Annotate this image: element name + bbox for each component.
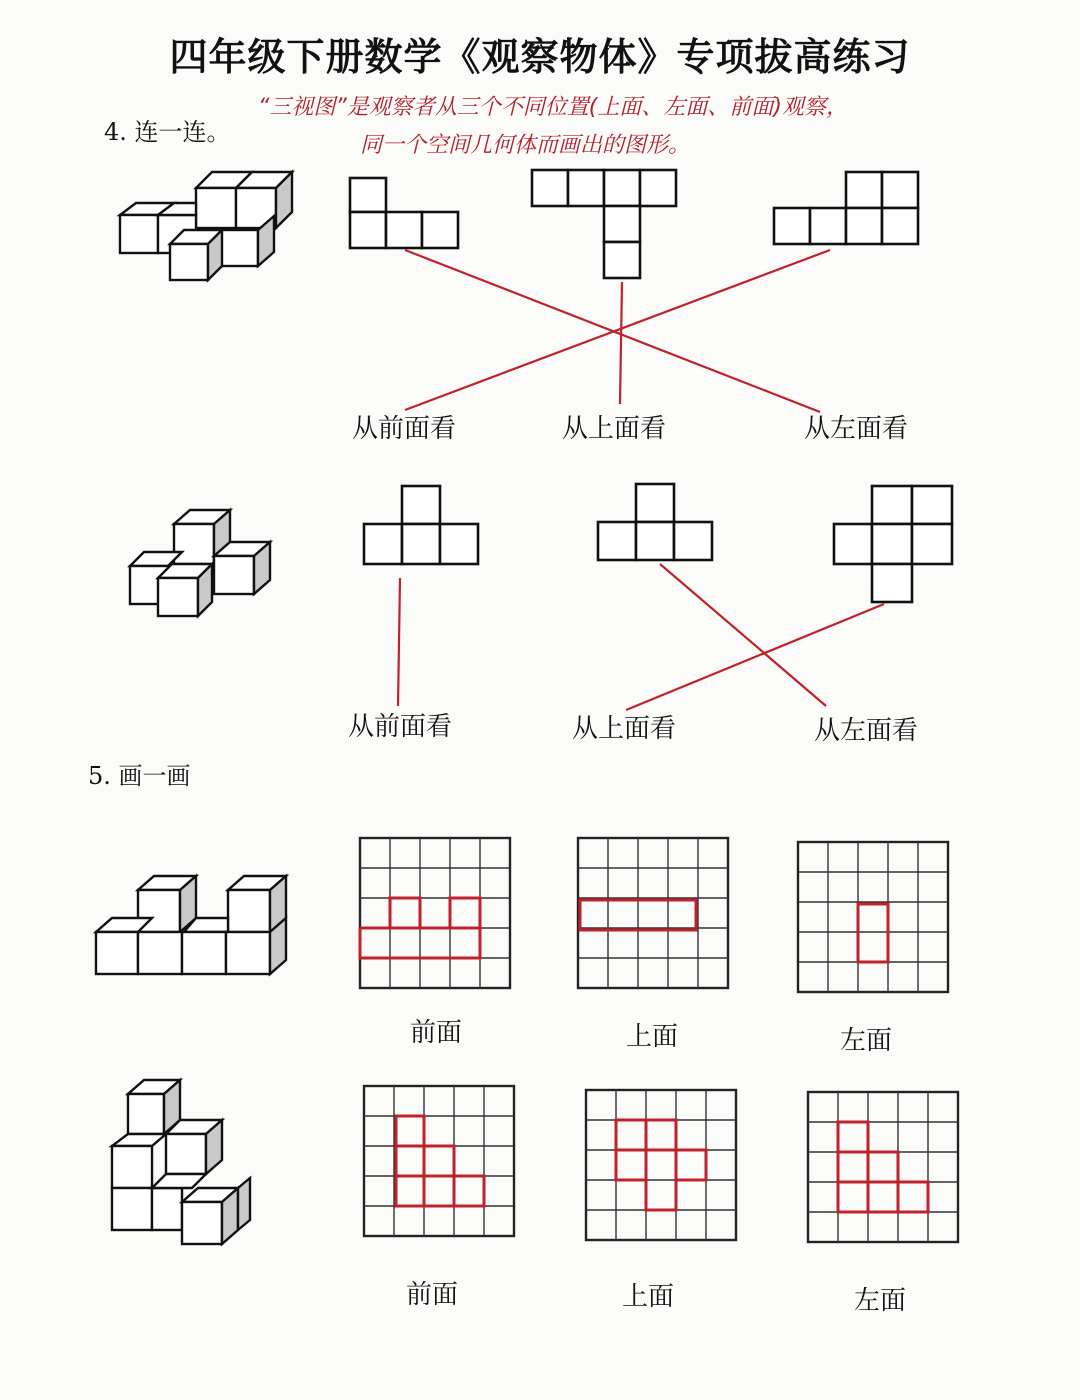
solid-figure-3 <box>96 876 286 974</box>
view-shape-1c <box>774 172 918 244</box>
view-shape-2b <box>598 484 712 560</box>
label-front-view-1: 从前面看 <box>351 414 456 444</box>
label-left-view-2: 从左面看 <box>813 716 918 746</box>
answer-lines-row-2 <box>398 564 884 710</box>
note-line-1: “三视图”是观察者从三个不同位置(上面、左面、前面)观察， <box>258 95 848 120</box>
view-shape-2a <box>364 486 478 564</box>
note-line-2: 同一个空间几何体而画出的图形。 <box>360 133 691 158</box>
solid-figure-2 <box>130 510 270 616</box>
label-top-view-1: 从上面看 <box>561 414 666 444</box>
solid-figure-4 <box>112 1080 250 1244</box>
drawing-grid-4b <box>586 1090 736 1240</box>
view-shape-2c <box>834 486 952 602</box>
page-title: 四年级下册数学《观察物体》专项拔高练习 <box>169 34 911 79</box>
label-top-view-2: 从上面看 <box>571 714 676 744</box>
section-5-label: 5. 画一画 <box>88 762 191 790</box>
section-4-label: 4. 连一连。 <box>104 118 231 146</box>
view-shape-1a <box>350 178 458 248</box>
label-left-view-1: 从左面看 <box>803 414 908 444</box>
drawing-grid-3a <box>360 838 510 988</box>
label-top-3: 上面 <box>625 1022 678 1052</box>
drawing-grid-3c <box>798 842 948 992</box>
label-front-3: 前面 <box>409 1018 462 1048</box>
solid-figure-1 <box>120 172 292 280</box>
label-front-4: 前面 <box>405 1280 458 1310</box>
label-left-4: 左面 <box>853 1286 906 1316</box>
view-shape-1b <box>532 170 676 278</box>
label-front-view-2: 从前面看 <box>347 712 452 742</box>
label-top-4: 上面 <box>621 1282 674 1312</box>
drawing-grid-4a <box>364 1086 514 1236</box>
drawing-grid-4c <box>808 1092 958 1242</box>
label-left-3: 左面 <box>839 1026 892 1056</box>
drawing-grid-3b <box>578 838 728 988</box>
